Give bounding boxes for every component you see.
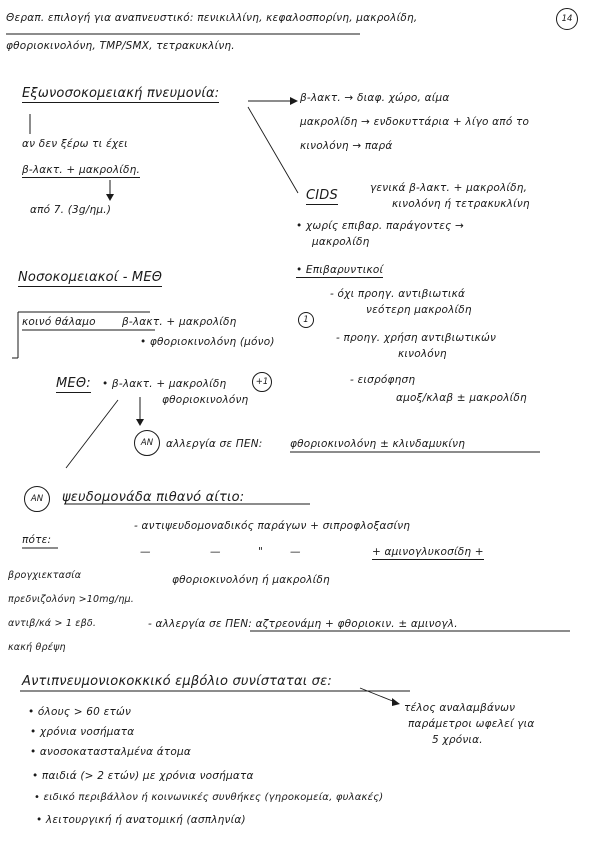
ditto-4: — — [290, 546, 301, 558]
icu-label: ΜΕΘ: — [56, 376, 91, 391]
duration-note: από 7. (3g/ημ.) — [30, 204, 112, 216]
vaccine-item: • χρόνια νοσήματα — [30, 726, 135, 738]
vaccine-title: Αντιπνευμονιοκοκκικό εμβόλιο συνίσταται σε: — [22, 674, 332, 689]
aggravating-1: - όχι προηγ. αντιβιωτικά — [330, 288, 466, 300]
ward-option-1: β-λακτ. + μακρολίδη — [122, 316, 237, 328]
hospital-title: Νοσοκομειακοί - ΜΕΘ — [18, 270, 163, 285]
allergy-line: - αλλεργία σε ΠΕΝ: αζτρεονάμη + φθοριοκιν. ± αμινογλ. — [148, 618, 458, 630]
community-title: Εξωνοσοκομειακή πνευμονία: — [22, 86, 220, 101]
vaccine-item: • ανοσοκατασταλμένα άτομα — [30, 746, 192, 758]
cids-desc-2: κινολόνη ή τετρακυκλίνη — [392, 198, 530, 210]
ditto-3: " — [258, 546, 264, 558]
aggravating-3b: αμοξ/κλαβ ± μακρολίδη — [396, 392, 527, 404]
an-circle: AN — [134, 430, 160, 456]
when-label: πότε: — [22, 534, 52, 546]
fluoro-or-macro: φθοριοκινολόνη ή μακρολίδη — [172, 574, 330, 586]
pseudomonas-line: - αντιψευδομοναδικός παράγων + σιπροφλοξασίνη — [134, 520, 411, 532]
icu-option-circle: +1 — [252, 372, 272, 392]
vaccine-side-note-3: 5 χρόνια. — [432, 734, 483, 746]
icu-option: • β-λακτ. + μακρολίδη — [102, 378, 227, 390]
cids-desc-1: γενικά β-λακτ. + μακρολίδη, — [370, 182, 528, 194]
an-note-prefix: αλλεργία σε ΠΕΝ: — [166, 438, 263, 450]
vaccine-item: • ειδικό περιβάλλον ή κοινωνικές συνθήκες (γηροκομεία, φυλακές) — [34, 792, 384, 803]
vaccine-item: • όλους > 60 ετών — [28, 706, 132, 718]
risk-bronchiectasis: βρογχιεκτασία — [8, 570, 82, 581]
header-line-1: Θεραπ. επιλογή για αναπνευστικό: πενικιλλίνη, κεφαλοσπορίνη, μακρολίδη, — [6, 12, 418, 24]
aggravating-2b: κινολόνη — [398, 348, 447, 360]
aggravating-3: - εισρόφηση — [350, 374, 416, 386]
ward-label: κοινό θάλαμο — [22, 316, 96, 328]
icu-option-2: φθοριοκινολόνη — [162, 394, 249, 406]
cids-bullet-1b: μακρολίδη — [312, 236, 370, 248]
aggravating-2: - προηγ. χρήση αντιβιωτικών — [336, 332, 497, 344]
vaccine-side-note-2: παράμετροι ωφελεί για — [408, 718, 535, 730]
ditto-2: — — [210, 546, 221, 558]
aminoglycoside-note: + αμινογλυκοσίδη + — [372, 546, 484, 558]
vaccine-item: • λειτουργική ή ανατομική (ασπληνία) — [36, 814, 246, 826]
aggravating-1b: νεότερη μακρολίδη — [366, 304, 472, 316]
an-note-suffix: φθοριοκινολόνη ± κλινδαμυκίνη — [290, 438, 466, 450]
page-number-circle: 14 — [556, 8, 578, 30]
vaccine-side-note-1: τέλος αναλαμβάνων — [404, 702, 516, 714]
aggravating-label: • Επιβαρυντικοί — [296, 264, 384, 276]
ward-option-1-circle: 1 — [298, 312, 314, 328]
beta-lactam-note: β-λακτ. → διαφ. χώρο, αίμα — [300, 92, 450, 104]
risk-malnutrition: κακή θρέψη — [8, 642, 66, 653]
cids-bullet-1: • χωρίς επιβαρ. παράγοντες → — [296, 220, 464, 232]
risk-antibiotics: αντιβ/κά > 1 εβδ. — [8, 618, 97, 629]
ditto-1: — — [140, 546, 151, 558]
macrolide-note: μακρολίδη → ενδοκυττάρια + λίγο από το — [300, 116, 530, 128]
risk-prednisone: πρεδνιζολόνη >10mg/ημ. — [8, 594, 134, 605]
pseudomonas-circle: AN — [24, 486, 50, 512]
beta-macrolide-note: β-λακτ. + μακρολίδη. — [22, 164, 141, 176]
quinolone-note: κινολόνη → παρά — [300, 140, 393, 152]
unknown-cause-note: αν δεν ξέρω τι έχει — [22, 138, 128, 150]
pseudomonas-title: ψευδομονάδα πιθανό αίτιο: — [62, 490, 245, 505]
ward-option-2: • φθοριοκινολόνη (μόνο) — [140, 336, 275, 348]
cids-label: CIDS — [306, 188, 338, 203]
vaccine-item: • παιδιά (> 2 ετών) με χρόνια νοσήματα — [32, 770, 254, 782]
header-line-2: φθοριοκινολόνη, TMP/SMX, τετρακυκλίνη. — [6, 40, 235, 52]
